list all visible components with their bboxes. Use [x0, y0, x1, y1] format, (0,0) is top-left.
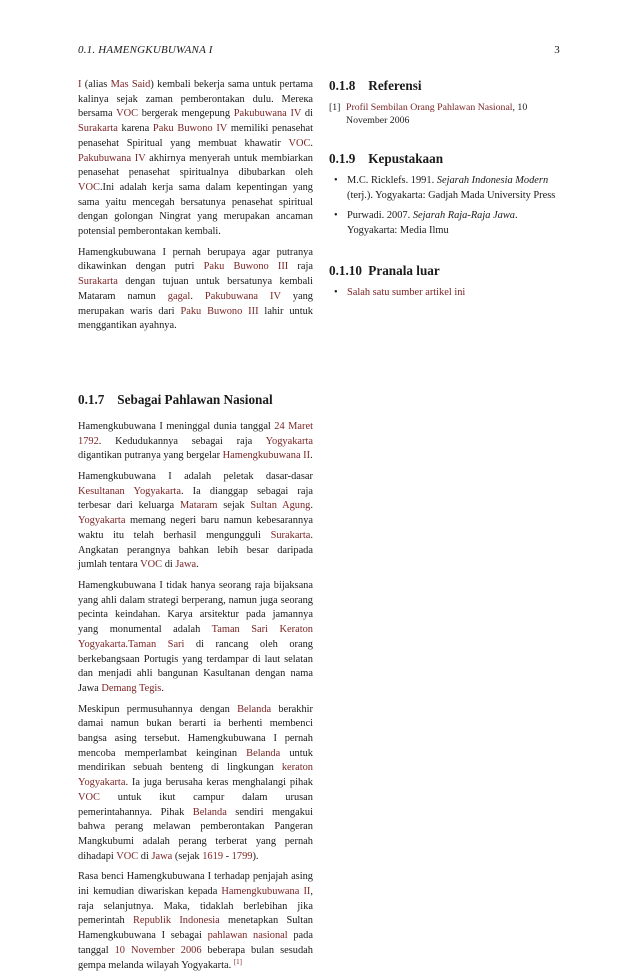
text: (terj.). Yogyakarta: Gadjah Mada University Press [347, 189, 556, 201]
section-title: Pranala luar [368, 262, 440, 278]
text: Purwadi. 2007. [347, 210, 413, 222]
section-number: 0.1.7 [78, 391, 105, 407]
right-column [329, 78, 560, 306]
link[interactable]: Pakubuwana IV [233, 108, 302, 120]
text: menetapkan Sultan Hamengkubuwana I sebagai [78, 915, 314, 942]
text: di [301, 108, 314, 120]
text: berakhir damai namun bukan berarti ia berhenti membenci bangsa asing tersebut. Hamengkubuwana I pernah mencoba memperlambat keinginan [78, 703, 313, 759]
link[interactable]: Paku Buwono III [203, 261, 289, 273]
text: di [162, 559, 176, 571]
link[interactable]: VOC [116, 850, 139, 862]
section-heading [78, 392, 313, 408]
bullet-icon: • [334, 286, 338, 298]
text: . Kedudukannya sebagai raja [98, 435, 266, 447]
running-title: 0.1. HAMENGKUBUWANA I [78, 44, 213, 56]
text: lahir untuk menggantikan ayahnya. [78, 305, 314, 332]
text: . [161, 682, 164, 694]
link[interactable]: Mataram [179, 500, 218, 512]
link[interactable]: Yogyakarta [78, 515, 126, 527]
left-column [78, 78, 313, 979]
text: Hamengkubuwana I adalah peletak dasar-dasar [78, 471, 313, 483]
bullet-icon: • [334, 174, 338, 186]
page-number: 3 [554, 44, 560, 56]
link[interactable]: VOC [78, 791, 100, 803]
text: di [138, 850, 152, 862]
text: , raja selanjutnya. Maka, tidaklah berlebihan jika pemerintah [78, 886, 313, 927]
text: raja [288, 261, 313, 273]
text: pada tanggal [78, 930, 313, 956]
link[interactable]: Belanda [246, 747, 281, 759]
section-title: Referensi [368, 78, 422, 93]
text: Meskipun permusuhannya dengan [78, 703, 238, 715]
bullet-icon: • [334, 210, 338, 222]
list-item [329, 209, 560, 238]
text: yang merupakan waris dari [78, 290, 313, 317]
link[interactable]: Jawa [175, 559, 197, 571]
text: digantikan putranya yang bergelar [78, 450, 223, 462]
link[interactable]: Surakarta [78, 123, 118, 135]
link[interactable]: Pakubuwana IV [78, 152, 146, 164]
link[interactable]: Demang Tegis [101, 682, 162, 694]
link[interactable]: VOC [78, 181, 100, 193]
text: . [196, 559, 199, 571]
paragraph [78, 420, 313, 464]
text: . [310, 500, 313, 512]
section-heading [329, 151, 560, 167]
link[interactable]: Sultan Agung [250, 500, 311, 512]
paragraph [78, 78, 313, 240]
link[interactable]: gagal [167, 290, 191, 302]
external-link[interactable]: Salah satu sumber artikel ini [347, 286, 466, 298]
list-item [329, 286, 560, 301]
link[interactable]: Belanda [192, 806, 227, 818]
text: Hamengkubuwana I pernah berupaya agar putranya dikawinkan dengan putri [78, 246, 313, 273]
text: .Ini adalah kerja sama dalam kepentingan yang sama yaitu mencegah bersatunya penasehat spiritual dengan golongan Ningrat yang merupakan ancaman potensial pemberontakan kembali. [78, 181, 313, 238]
text: ) kembali bekerja sama untuk pertama kalinya sejak zaman pemberontakan dulu. Merека bersama [78, 79, 313, 120]
text: bergerak mengepung [138, 108, 234, 120]
text: M.C. Ricklefs. 1991. [347, 174, 437, 186]
paragraph [78, 470, 313, 573]
link[interactable]: 1619 [202, 850, 224, 862]
section-number: 0.1.8 [329, 78, 356, 93]
link[interactable]: 1799 [231, 850, 253, 862]
paragraph [78, 870, 313, 973]
text: sendiri mengakui bahwa perang melawan pemberontakan Pangeran Mangkubumi adalah perang terberat yang pernah dihadapi [78, 806, 314, 862]
text: beberapa bulan sesudah gempa melanda wilayah Yogyakarta. [78, 944, 313, 971]
text: . [190, 290, 205, 302]
book-title: Sejarah Indonesia Modern [436, 174, 549, 186]
text: . [310, 450, 313, 462]
link[interactable]: Yogyakarta [265, 435, 313, 447]
text: karena [117, 123, 153, 135]
text: (alias [81, 79, 111, 90]
reference-text: , 10 November 2006 [346, 102, 528, 127]
section-number: 0.1.9 [329, 150, 356, 166]
link[interactable]: Pakubuwana IV [204, 290, 281, 302]
text: (sejak [172, 850, 203, 862]
section-title: Sebagai Pahlawan Nasional [117, 391, 273, 407]
list-item [329, 174, 560, 203]
bibliography-list [329, 174, 560, 239]
text: untuk ikut campur dalam urusan pemerintahannya. Pihak [78, 791, 313, 818]
citation-link[interactable]: [1] [233, 957, 242, 966]
text: dengan tujuan untuk bersatunya kembali Mataram namun [78, 276, 313, 302]
link[interactable]: Belanda [237, 703, 272, 715]
text: . Ia dianggap sebagai raja terbesar dari keluarga [78, 485, 313, 512]
text: . Ia juga berusaha keras menghalangi pihak [125, 777, 313, 789]
link[interactable]: 10 November 2006 [114, 944, 202, 956]
paragraph [78, 579, 313, 697]
book-title: Sejarah Raja-Raja Jawa [412, 210, 515, 222]
section-heading [329, 78, 560, 94]
reference-label: [1] [329, 102, 341, 113]
link[interactable]: Republik Indonesia [133, 915, 220, 927]
text: Hamengkubuwana I meninggal dunia tanggal [78, 420, 275, 432]
link[interactable]: Mas Said [110, 79, 151, 90]
link[interactable]: Hamengkubuwana II [221, 886, 311, 898]
link[interactable]: Surakarta [78, 276, 118, 288]
link[interactable]: Paku Buwono III [180, 305, 259, 317]
text: Hamengkubuwana I tidak hanya seorang raja bijaksana yang ahli dalam strategi berperang, namun juga seorang pecinta keindahan. Karya arsitektur pada jamannya yang monumental adalah [78, 579, 313, 636]
text: . Angkatan perangnya bahkan lebih besar daripada jumlah tentara [78, 529, 313, 571]
link[interactable]: VOC [140, 559, 163, 571]
text: ). [252, 850, 259, 862]
text: sejak [217, 500, 251, 512]
text: di rancang oleh orang berkebangsaan Portugis yang terdampar di laut selatan dan menjadi ahli bangunan Kasultanan dengan nama Jawa [78, 638, 313, 694]
paragraph [78, 703, 313, 865]
link[interactable]: VOC [288, 137, 311, 149]
text: memang negeri baru namun kebesarannya waktu itu telah berhasil mengungguli [78, 515, 313, 541]
section-title: Kepustakaan [368, 150, 444, 166]
section-number: 0.1.10 [329, 262, 362, 278]
text: akhirnya menyerah untuk membiarkan penasehat penasehat spiritualnya dibubarkan oleh [78, 152, 313, 179]
text: . Yogyakarta: Media Ilmu [347, 210, 518, 236]
link[interactable]: Surakarta [270, 529, 311, 541]
text: - [223, 850, 232, 862]
reference-item [329, 101, 560, 128]
link[interactable]: Paku Buwono IV [152, 123, 228, 135]
link[interactable]: VOC [116, 108, 139, 120]
reference-link[interactable]: Profil Sembilan Orang Pahlawan Nasional [346, 102, 513, 113]
section-heading [329, 263, 560, 279]
text: untuk mendirikan sebuah benteng di lingkungan [78, 747, 313, 774]
link[interactable]: 24 Maret 1792 [78, 420, 313, 447]
link[interactable]: keraton Yogyakarta [78, 762, 313, 789]
paragraph [78, 246, 313, 334]
text: . [310, 137, 313, 149]
link[interactable]: Kesultanan Yogyakarta [78, 485, 181, 497]
link[interactable]: pahlawan nasional [207, 930, 288, 942]
link[interactable]: I [78, 79, 82, 90]
link[interactable]: Jawa [151, 850, 173, 862]
page-header [78, 44, 560, 60]
link[interactable]: Taman Sari Keraton Yogyakarta.Taman Sari [78, 624, 313, 650]
text: memiliki penasehat penasehat Spiritual yang membuat khawatir [78, 123, 314, 149]
external-links-list [329, 286, 560, 301]
text: Rasa benci Hamengkubuwana I terhadap penjajah asing ini kemudian diwariskan kepada [78, 871, 313, 898]
link[interactable]: Hamengkubuwana II [222, 450, 311, 462]
